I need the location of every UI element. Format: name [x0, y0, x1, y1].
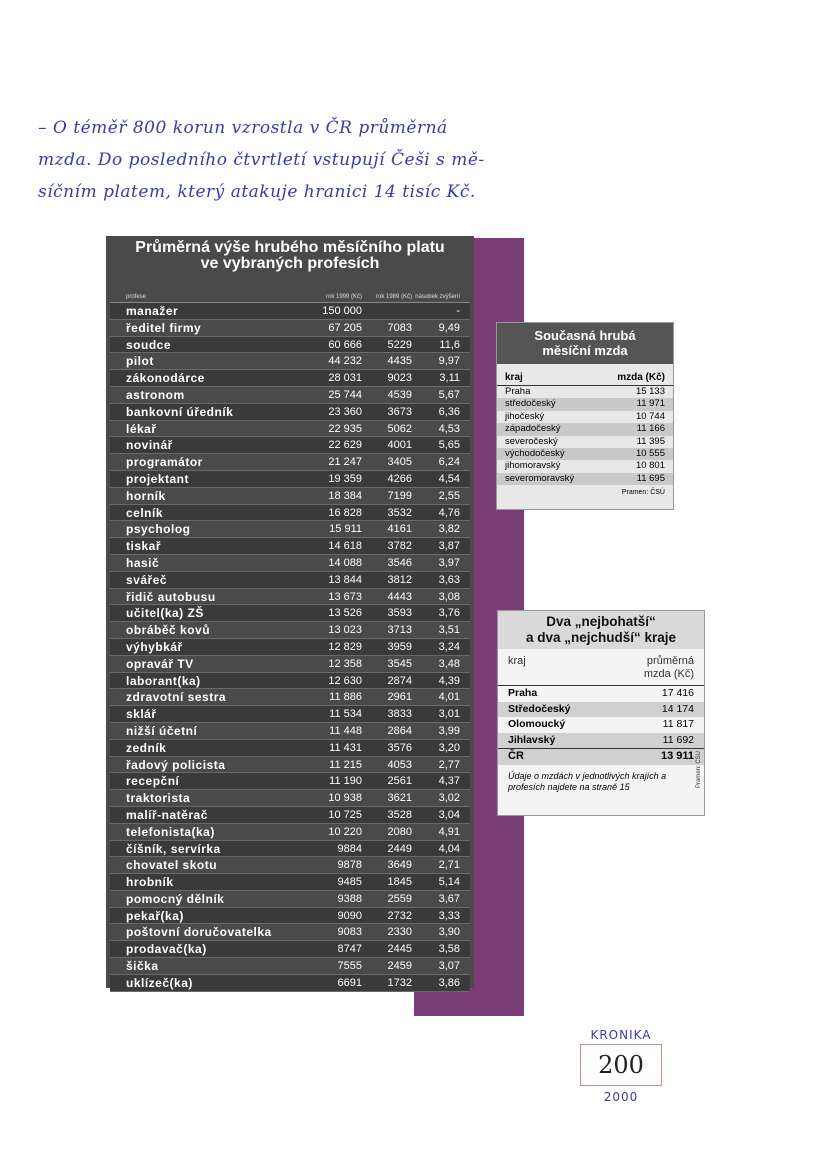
profession-cell: zedník — [126, 740, 167, 755]
profession-cell: novinář — [126, 438, 173, 453]
table-title-line-1: Průměrná výše hrubého měsíčního platu — [135, 239, 445, 256]
table-row — [110, 790, 470, 807]
profession-cell: celník — [126, 505, 164, 520]
profession-cell: ředitel firmy — [126, 320, 202, 335]
wage-1999-cell: 13 023 — [328, 624, 362, 637]
wage-1999-cell: 150 000 — [322, 305, 362, 317]
wage-1989-cell: 2080 — [387, 825, 412, 838]
wage-1989-cell: 3528 — [387, 808, 412, 821]
increase-cell: 3,04 — [438, 808, 460, 821]
table-row — [110, 555, 470, 572]
wage-1999-cell: 16 828 — [328, 506, 362, 519]
profession-cell: chovatel skotu — [126, 858, 218, 873]
wage-1989-cell: 4443 — [387, 590, 412, 603]
wage-1999-cell: 60 666 — [328, 338, 362, 351]
total-row — [498, 748, 704, 765]
wage-1989-cell: 2732 — [387, 909, 412, 922]
wage-1999-cell: 21 247 — [328, 456, 362, 469]
wage-1989-cell: 3782 — [387, 540, 412, 553]
table-row — [110, 471, 470, 488]
profession-cell: šička — [126, 959, 159, 974]
increase-cell: 2,55 — [438, 489, 460, 502]
increase-cell: 4,37 — [438, 775, 460, 788]
table-row — [110, 605, 470, 622]
table-row — [110, 337, 470, 354]
table-row — [110, 353, 470, 370]
header-region: kraj — [505, 372, 523, 383]
wage-1989-cell: 2561 — [387, 775, 412, 788]
profession-cell: tiskař — [126, 539, 162, 554]
increase-cell: 6,24 — [438, 456, 460, 469]
profession-cell: lékař — [126, 421, 157, 436]
increase-cell: 4,76 — [438, 506, 460, 519]
wage-1999-cell: 10 938 — [328, 792, 362, 805]
wage-1989-cell — [362, 303, 412, 319]
table-title — [110, 240, 470, 272]
wage-1999-cell: 22 935 — [328, 422, 362, 435]
profession-cell: opravář TV — [126, 656, 194, 671]
regional-wage-box — [496, 322, 674, 510]
regional-wage-title-line-2: měsíční mzda — [542, 343, 628, 358]
wage-1999-cell: 11 431 — [329, 741, 362, 754]
regional-wage-title-line-1: Současná hrubá — [534, 328, 636, 343]
wage-1999-cell: 23 360 — [328, 405, 362, 418]
increase-cell: 3,33 — [438, 909, 460, 922]
header-average-wage-line-1: průměrná — [646, 655, 694, 667]
increase-cell: 5,65 — [438, 439, 460, 452]
increase-cell: 5,67 — [438, 388, 460, 401]
table-row — [110, 975, 470, 992]
table-row — [110, 924, 470, 941]
table-row — [110, 538, 470, 555]
wage-1989-cell: 5062 — [387, 422, 412, 435]
wage-1989-cell: 7199 — [387, 489, 412, 502]
region-name: jihomoravský — [505, 460, 561, 472]
region-wage: 10 555 — [635, 447, 665, 459]
footnote: Údaje o mzdách v jednotlivých krajích a profesích najdete na straně 15 — [508, 770, 667, 792]
richest-poorest-title-line-2: a dva „nejchudší“ kraje — [525, 630, 677, 645]
profession-cell: řidič autobusu — [126, 589, 216, 604]
region-wage: 10 801 — [635, 460, 665, 472]
header-1989: rok 1989 (Kč) — [375, 294, 412, 300]
region-row — [497, 411, 673, 423]
table-row — [110, 437, 470, 454]
increase-cell: 3,07 — [438, 960, 460, 973]
note-line-1: – O téměř 800 korun vzrostla v ČR průměrná — [38, 118, 448, 138]
table-row — [110, 807, 470, 824]
header-increase: násobek zvýšení — [415, 294, 460, 300]
chronicle-stamp — [576, 1028, 666, 1104]
table-row — [110, 773, 470, 790]
region-name: západočeský — [505, 423, 561, 435]
table-row — [110, 404, 470, 421]
wage-1989-cell: 4539 — [387, 388, 412, 401]
wage-1989-cell: 3621 — [387, 792, 412, 805]
wage-1989-cell: 3545 — [387, 657, 412, 670]
profession-cell: traktorista — [126, 791, 191, 806]
region-row — [497, 473, 673, 485]
region-wage: 11 692 — [662, 733, 694, 746]
wage-1999-cell: 9090 — [337, 909, 362, 922]
region-row — [498, 717, 704, 733]
region-name: severomoravský — [505, 472, 575, 484]
profession-cell: poštovní doručovatelka — [126, 925, 272, 940]
header-average-wage-line-2: mzda (Kč) — [643, 668, 694, 680]
wage-1989-cell: 3593 — [387, 607, 412, 620]
wage-1989-cell: 1845 — [387, 876, 412, 889]
profession-cell: řadový policista — [126, 757, 226, 772]
increase-cell: 3,67 — [438, 892, 460, 905]
table-row — [110, 303, 470, 320]
richest-poorest-regions-box — [497, 610, 705, 816]
wage-1999-cell: 12 630 — [328, 674, 362, 687]
profession-cell: malíř-natěrač — [126, 807, 208, 822]
increase-cell: 2,71 — [438, 859, 460, 872]
wage-1999-cell: 13 526 — [328, 607, 362, 620]
wage-1989-cell: 4001 — [387, 439, 412, 452]
wage-1999-cell: 11 215 — [329, 758, 362, 771]
region-name: Olomoucký — [508, 718, 566, 731]
table-row — [110, 421, 470, 438]
increase-cell: 2,77 — [438, 758, 460, 771]
table-row — [110, 622, 470, 639]
table-row — [110, 706, 470, 723]
profession-cell: pomocný dělník — [126, 891, 225, 906]
table-row — [110, 589, 470, 606]
table-row — [110, 656, 470, 673]
source-label: Pramen: ČSÚ — [621, 489, 665, 497]
increase-cell: 3,82 — [438, 523, 460, 536]
region-wage: 15 133 — [635, 386, 665, 397]
profession-cell: uklízeč(ka) — [126, 975, 193, 990]
profession-cell: nižší účetní — [126, 723, 198, 738]
wage-1989-cell: 2449 — [387, 842, 412, 855]
wage-1989-cell: 4266 — [387, 472, 412, 485]
increase-cell: 6,36 — [438, 405, 460, 418]
regional-wage-header — [497, 364, 673, 386]
wage-1989-cell: 3649 — [387, 859, 412, 872]
table-row — [110, 857, 470, 874]
header-region: kraj — [508, 655, 526, 667]
wage-1999-cell: 15 911 — [329, 523, 362, 536]
table-row — [110, 488, 470, 505]
profession-cell: obráběč kovů — [126, 623, 211, 638]
wage-1989-cell: 3546 — [387, 556, 412, 569]
region-row — [498, 702, 704, 718]
wage-1999-cell: 9884 — [337, 842, 362, 855]
increase-cell: 4,91 — [438, 825, 460, 838]
region-wage: 17 416 — [661, 687, 694, 699]
profession-cell: soudce — [126, 337, 172, 352]
increase-cell: 4,39 — [438, 674, 460, 687]
increase-cell: 3,24 — [438, 640, 460, 653]
handwritten-note — [38, 112, 598, 208]
profession-cell: hrobník — [126, 875, 174, 890]
increase-cell: 11,6 — [439, 338, 460, 351]
wage-1999-cell: 28 031 — [328, 372, 362, 385]
wage-1999-cell: 11 190 — [329, 775, 362, 788]
increase-cell: 3,86 — [438, 976, 460, 989]
increase-cell: 9,97 — [438, 355, 460, 368]
increase-cell: 9,49 — [438, 321, 460, 334]
profession-cell: programátor — [126, 455, 203, 470]
region-row — [497, 436, 673, 448]
region-row — [498, 733, 704, 749]
profession-cell: telefonista(ka) — [126, 824, 215, 839]
wage-1989-cell: 2459 — [387, 960, 412, 973]
wage-1999-cell: 12 829 — [328, 640, 362, 653]
wage-1999-cell: 67 205 — [328, 321, 362, 334]
wage-1989-cell: 3532 — [387, 506, 412, 519]
wage-1989-cell: 3812 — [387, 573, 412, 586]
wage-1999-cell: 9388 — [337, 892, 362, 905]
wage-1999-cell: 8747 — [337, 943, 362, 956]
header-average-wage — [614, 655, 694, 681]
wage-1999-cell: 19 359 — [328, 472, 362, 485]
table-row — [110, 824, 470, 841]
table-row — [110, 454, 470, 471]
wage-1999-cell: 11 886 — [329, 691, 362, 704]
header-profession: profese — [126, 294, 147, 300]
table-row — [110, 757, 470, 774]
wage-1989-cell: 7083 — [387, 321, 412, 334]
wage-1999-cell: 12 358 — [328, 657, 362, 670]
profession-cell: sklář — [126, 707, 157, 722]
wage-1999-cell: 22 629 — [328, 439, 362, 452]
source-label: Pramen: ČSÚ — [696, 751, 702, 789]
table-row — [110, 370, 470, 387]
increase-cell: 3,99 — [438, 724, 460, 737]
region-name: Středočeský — [508, 702, 571, 715]
wage-1999-cell: 11 534 — [329, 708, 362, 721]
increase-cell: 3,63 — [438, 573, 460, 586]
wage-1989-cell: 2445 — [387, 943, 412, 956]
wage-1989-cell: 2864 — [387, 724, 412, 737]
wage-1989-cell: 5229 — [387, 338, 412, 351]
wage-1989-cell: 3405 — [387, 456, 412, 469]
wage-1989-cell: 3576 — [387, 741, 412, 754]
increase-cell: 4,01 — [438, 691, 460, 704]
profession-cell: zákonodárce — [126, 371, 205, 386]
wage-1999-cell: 44 232 — [328, 355, 362, 368]
wage-1999-cell: 9878 — [337, 859, 362, 872]
page-number: 200 — [580, 1044, 662, 1086]
wage-1989-cell: 3833 — [387, 708, 412, 721]
stamp-label: KRONIKA — [590, 1028, 652, 1042]
region-name: Praha — [508, 687, 538, 699]
table-header — [110, 280, 470, 303]
profession-cell: pilot — [126, 354, 154, 369]
region-row — [497, 448, 673, 460]
wage-1989-cell: 9023 — [387, 372, 412, 385]
wage-1999-cell: 10 220 — [328, 825, 362, 838]
wage-1999-cell: 14 618 — [328, 540, 362, 553]
increase-cell: 3,76 — [438, 607, 460, 620]
increase-cell: 3,87 — [438, 540, 460, 553]
profession-cell: bankovní úředník — [126, 404, 234, 419]
region-row — [497, 398, 673, 410]
table-row — [110, 505, 470, 522]
region-row — [497, 423, 673, 435]
table-row — [110, 572, 470, 589]
header-1999: rok 1999 (Kč) — [325, 294, 362, 300]
wage-1989-cell: 4435 — [387, 355, 412, 368]
total-value: 13 911 — [660, 750, 694, 763]
wage-1989-cell: 3713 — [387, 624, 412, 637]
region-wage: 11 817 — [662, 718, 694, 731]
wage-1989-cell: 2874 — [387, 674, 412, 687]
richest-poorest-rows — [498, 686, 704, 748]
table-body — [110, 303, 470, 992]
region-row — [497, 386, 673, 398]
regional-wage-title — [497, 323, 673, 364]
wage-1999-cell: 7555 — [337, 960, 362, 973]
table-row — [110, 941, 470, 958]
region-name: Praha — [505, 386, 531, 397]
region-row — [497, 460, 673, 472]
profession-cell: pekař(ka) — [126, 908, 184, 923]
header-wage: mzda (Kč) — [617, 372, 665, 383]
increase-cell: - — [456, 305, 460, 317]
region-wage: 11 971 — [636, 398, 665, 410]
increase-cell: 5,14 — [438, 876, 460, 889]
wage-1999-cell: 9485 — [337, 876, 362, 889]
note-line-3: síčním platem, který atakuje hranici 14 tisíc Kč. — [38, 182, 476, 202]
wage-1989-cell: 3673 — [387, 405, 412, 418]
richest-poorest-title-line-1: Dva „nejbohatší“ — [546, 614, 656, 629]
table-row — [110, 874, 470, 891]
profession-cell: výhybkář — [126, 639, 183, 654]
profession-cell: psycholog — [126, 522, 191, 537]
profession-cell: laborant(ka) — [126, 673, 201, 688]
increase-cell: 3,48 — [438, 657, 460, 670]
increase-cell: 3,90 — [438, 926, 460, 939]
wage-1989-cell: 4161 — [387, 523, 412, 536]
total-label: ČR — [508, 750, 524, 763]
table-row — [110, 320, 470, 337]
region-name: východočeský — [505, 447, 565, 459]
table-row — [110, 958, 470, 975]
increase-cell: 3,97 — [438, 556, 460, 569]
region-wage: 10 744 — [635, 410, 665, 422]
wage-1999-cell: 11 448 — [329, 724, 362, 737]
wage-1999-cell: 18 384 — [328, 489, 362, 502]
wage-1999-cell: 6691 — [337, 976, 362, 989]
increase-cell: 4,54 — [438, 472, 460, 485]
region-name: středočeský — [505, 398, 556, 410]
increase-cell: 4,53 — [438, 422, 460, 435]
increase-cell: 3,20 — [438, 741, 460, 754]
increase-cell: 3,11 — [439, 372, 460, 385]
table-row — [110, 723, 470, 740]
increase-cell: 3,01 — [438, 708, 460, 721]
region-name: jihočeský — [505, 410, 545, 422]
wage-1999-cell: 25 744 — [328, 388, 362, 401]
region-row — [498, 686, 704, 702]
stamp-year: 2000 — [603, 1090, 639, 1104]
wage-1989-cell: 2559 — [387, 892, 412, 905]
profession-cell: prodavač(ka) — [126, 942, 207, 957]
table-row — [110, 841, 470, 858]
profession-cell: recepční — [126, 774, 180, 789]
profession-cell: astronom — [126, 387, 185, 402]
salary-by-profession-table — [106, 236, 474, 988]
profession-cell: projektant — [126, 471, 190, 486]
richest-poorest-title — [498, 611, 704, 649]
table-row — [110, 689, 470, 706]
table-title-line-2: ve vybraných profesích — [200, 255, 380, 272]
wage-1999-cell: 10 725 — [328, 808, 362, 821]
table-row — [110, 740, 470, 757]
table-row — [110, 673, 470, 690]
region-wage: 11 695 — [636, 472, 665, 484]
table-row — [110, 521, 470, 538]
table-row — [110, 639, 470, 656]
profession-cell: číšník, servírka — [126, 841, 221, 856]
table-row — [110, 891, 470, 908]
wage-1989-cell: 2330 — [387, 926, 412, 939]
wage-1999-cell: 14 088 — [328, 556, 362, 569]
increase-cell: 3,51 — [438, 624, 460, 637]
note-line-2: mzda. Do posledního čtvrtletí vstupují Češi s mě- — [38, 150, 485, 170]
profession-cell: zdravotní sestra — [126, 690, 227, 705]
wage-1999-cell: 9083 — [337, 926, 362, 939]
profession-cell: hasič — [126, 555, 160, 570]
profession-cell: manažer — [126, 304, 179, 318]
table-row — [110, 908, 470, 925]
region-wage: 14 174 — [661, 702, 694, 715]
profession-cell: svářeč — [126, 572, 168, 587]
region-wage: 11 395 — [636, 435, 665, 447]
increase-cell: 3,58 — [438, 943, 460, 956]
regional-wage-rows — [497, 386, 673, 485]
richest-poorest-header — [498, 649, 704, 686]
region-name: severočeský — [505, 435, 558, 447]
wage-1989-cell: 4053 — [387, 758, 412, 771]
wage-1989-cell: 2961 — [387, 691, 412, 704]
profession-cell: učitel(ka) ZŠ — [126, 606, 204, 621]
profession-cell: horník — [126, 488, 166, 503]
wage-1999-cell: 13 673 — [328, 590, 362, 603]
increase-cell: 4,04 — [438, 842, 460, 855]
increase-cell: 3,08 — [438, 590, 460, 603]
wage-1999-cell: 13 844 — [328, 573, 362, 586]
region-wage: 11 166 — [636, 423, 665, 435]
wage-1989-cell: 1732 — [387, 976, 412, 989]
increase-cell: 3,02 — [438, 792, 460, 805]
region-name: Jihlavský — [508, 733, 556, 746]
table-row — [110, 387, 470, 404]
wage-1989-cell: 3959 — [387, 640, 412, 653]
